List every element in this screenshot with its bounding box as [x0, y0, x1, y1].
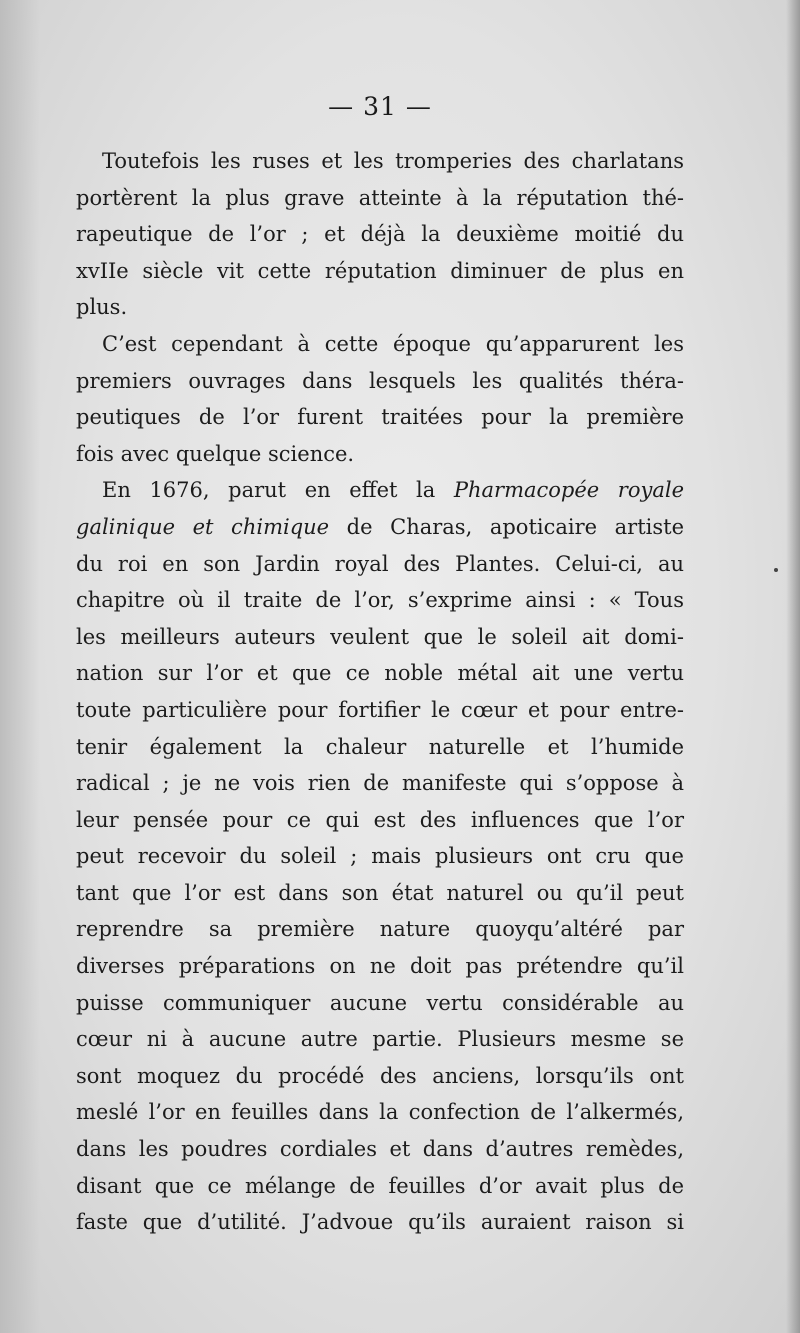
text-line: diverses préparations on ne doit pas prétendre qu’il [76, 954, 684, 979]
text-line: disant que ce mélange de feuilles d’or avait plus de [76, 1173, 684, 1198]
text-line: xvIIe siècle vit cette réputation diminuer de plus en [76, 258, 684, 283]
text-line: chapitre où il traite de l’or, s’exprime ainsi : « Tous [76, 588, 684, 613]
text-line: Toutefois les ruses et les tromperies des charlatans [102, 149, 684, 173]
page-number: — 31 — [328, 92, 432, 121]
text-line: premiers ouvrages dans lesquels les qualités théra- [76, 368, 684, 393]
text-line: peut recevoir du soleil ; mais plusieurs ont cru que [76, 844, 684, 869]
text-line: faste que d’utilité. J’advoue qu’ils auraient raison si [76, 1210, 684, 1235]
text-line: rapeutique de l’or ; et déjà la deuxième moitié du [76, 222, 684, 247]
book-title-italic: galinique et chimique [76, 514, 330, 539]
text-line: leur pensée pour ce qui est des influences que l’or [76, 807, 684, 832]
text-line: meslé l’or en feuilles dans la confection de l’alkermés, [76, 1100, 684, 1125]
text-run: de Charas, apoticaire artiste [329, 514, 684, 539]
text-line: peutiques de l’or furent traitées pour la première [76, 405, 684, 430]
text-line: portèrent la plus grave atteinte à la réputation thé- [76, 185, 684, 210]
body-text [76, 143, 684, 1241]
text-line: C’est cependant à cette époque qu’apparurent les [102, 331, 684, 356]
text-line: reprendre sa première nature quoyqu’altéré par [76, 917, 684, 942]
text-line: radical ; je ne vois rien de manifeste qui s’oppose à [76, 771, 684, 796]
text-line: toute particulière pour fortifier le cœur et pour entre- [76, 697, 684, 722]
text-line [76, 472, 684, 509]
text-line [76, 509, 684, 546]
text-line: fois avec quelque science. [76, 441, 355, 466]
text-line: sont moquez du procédé des anciens, lorsqu’ils ont [76, 1063, 684, 1088]
text-line: du roi en son Jardin royal des Plantes. Celui-ci, au [76, 551, 684, 576]
text-line: les meilleurs auteurs veulent que le soleil ait domi- [76, 624, 684, 649]
ink-speck [774, 568, 778, 572]
text-run: En 1676, parut en effet la [102, 478, 454, 503]
text-line: plus. [76, 295, 128, 320]
book-title-italic: Pharmacopée royale [453, 478, 685, 503]
text-line: puisse communiquer aucune vertu considérable au [76, 990, 684, 1015]
text-line: tant que l’or est dans son état naturel ou qu’il peut [76, 880, 684, 905]
text-line: nation sur l’or et que ce noble métal ait une vertu [76, 661, 684, 686]
text-line: tenir également la chaleur naturelle et l’humide [76, 734, 684, 759]
text-line: dans les poudres cordiales et dans d’autres remèdes, [76, 1137, 684, 1162]
text-line: cœur ni à aucune autre partie. Plusieurs mesme se [76, 1027, 684, 1052]
